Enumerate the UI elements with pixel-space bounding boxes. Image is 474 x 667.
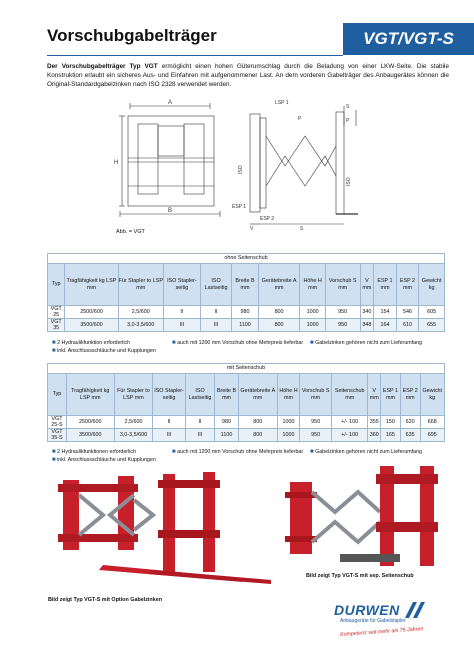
table-cell: 635: [400, 429, 420, 442]
table-cell: 950: [300, 416, 332, 429]
dim-h-label: H: [114, 160, 119, 166]
col-header: V mm: [368, 374, 381, 416]
col-header: ESP 2 mm: [396, 264, 419, 306]
table-cell: 800: [258, 306, 300, 319]
dim-lsp1-label: LSP 1: [275, 100, 289, 106]
table-cell: 2500/600: [66, 416, 114, 429]
table-cell: 800: [238, 416, 277, 429]
intro-text: ermöglicht einen hohen Güterumschlag durch die Beladung von einer LKW-Seite. Die stabile Konstruktion erlaubt ein sicheres Aus- und Einfahren mit aufgenommener Last. An dem vorderen Gabelträger des Anbaugerätes können die Original-Standardgabelzinken nach ISO 2328 verwendet werden.: [47, 63, 450, 88]
table-cell: 980: [215, 416, 238, 429]
table-cell: 950: [300, 429, 332, 442]
technical-drawing: [110, 96, 360, 231]
note: auch mit 1200 mm Vorschub ohne Mehrpreis lieferbar: [177, 449, 304, 455]
col-header: ISO Stapler-seitig: [153, 374, 185, 416]
front-view: [119, 103, 220, 217]
dim-iso-label: ISO: [238, 165, 244, 174]
table-caption: mit Seitenschub: [48, 364, 445, 374]
logo-slogan: Kompetenz seit mehr als 75 Jahren: [339, 626, 424, 638]
dim-iso-right-label: ISO: [346, 177, 352, 186]
table-cell: III: [200, 319, 232, 332]
table-cell: 1000: [300, 319, 325, 332]
note: Gabelzinken gehören nicht zum Lieferumfang: [315, 449, 422, 455]
table-cell: 546: [396, 306, 419, 319]
dim-esp1-label: ESP 1: [232, 204, 247, 210]
col-header: Seitenschub mm: [332, 374, 368, 416]
col-header: Breite B mm: [215, 374, 238, 416]
col-header: ISO Lastseitig: [185, 374, 215, 416]
note: 2 Hydraulikfunktionen erforderlich: [57, 449, 137, 455]
logo-name: DURWEN: [334, 602, 400, 618]
col-header: Tragfähigkeit kg LSP mm: [65, 264, 118, 306]
table-row: [48, 416, 445, 429]
table-cell: 1000: [277, 416, 299, 429]
table-cell: 1000: [277, 429, 299, 442]
col-header: Höhe H mm: [277, 374, 299, 416]
note: Gabelzinken gehören nicht zum Lieferumfang: [315, 340, 422, 346]
table-cell: 355: [368, 416, 381, 429]
table-cell: 154: [374, 306, 397, 319]
col-header: Gewicht kg: [420, 374, 444, 416]
table-cell: 1100: [232, 319, 258, 332]
table-cell: 348: [360, 319, 374, 332]
intro-paragraph: [47, 62, 449, 89]
dim-p-label: P: [298, 116, 302, 122]
table-cell: 3500/600: [65, 319, 118, 332]
table-cell: 3,0-3,5/600: [114, 429, 153, 442]
col-header: Gewicht kg: [419, 264, 445, 306]
dim-s-top-label: S: [346, 104, 350, 110]
photo-caption-2: Bild zeigt Typ VGT-S mit sep. Seitenschub: [306, 573, 414, 579]
col-header: ISO Lastseitig: [200, 264, 232, 306]
table-cell: 3,0-3,5/600: [118, 319, 164, 332]
table-row: [48, 429, 445, 442]
table-cell: 800: [258, 319, 300, 332]
col-header: Gerätebreite A mm: [258, 264, 300, 306]
dim-esp2-label: ESP 2: [260, 216, 275, 222]
table-cell: +/- 100: [332, 416, 368, 429]
table-cell: 800: [238, 429, 277, 442]
table-cell: III: [185, 429, 215, 442]
logo-mark-icon: [403, 602, 427, 618]
table-cell: 950: [325, 319, 360, 332]
dim-a-label: A: [168, 100, 173, 106]
logo-subtitle: Anbaugeräte für Gabelstapler: [340, 618, 406, 624]
col-header: Vorschub S mm: [300, 374, 332, 416]
table-cell: 1000: [300, 306, 325, 319]
table-cell: 980: [232, 306, 258, 319]
table-cell: II: [153, 416, 185, 429]
dim-v-label: V: [250, 226, 254, 231]
product-photo-vgt-s-forks: [43, 470, 273, 595]
durwen-logo: [334, 602, 454, 638]
table-cell: 655: [419, 319, 445, 332]
table-row: [48, 319, 445, 332]
table-cell: 668: [420, 416, 444, 429]
table2-notes: ■ 2 Hydraulikfunktionen erforderlich ■ inkl. Anschlussschläuche und Kupplungen: [52, 449, 156, 463]
side-view: [250, 106, 358, 224]
col-header: ESP 1 mm: [374, 264, 397, 306]
col-header: ISO Stapler-seitig: [164, 264, 201, 306]
note: 2 Hydraulikfunktion erforderlich: [57, 340, 131, 346]
table2-notes-right: ■ Gabelzinken gehören nicht zum Lieferumfang: [310, 449, 422, 455]
col-header: Gerätebreite A mm: [238, 374, 277, 416]
dim-b-label: B: [168, 208, 173, 214]
table-cell: 164: [374, 319, 397, 332]
note: inkl. Anschlussschläuche und Kupplungen: [57, 348, 156, 354]
title-underline: [47, 55, 343, 56]
col-header: Für Stapler to LSP mm: [114, 374, 153, 416]
table-cell: 950: [325, 306, 360, 319]
col-header: Typ: [48, 374, 67, 416]
table-cell: 2,5/600: [114, 416, 153, 429]
page-title: Vorschubgabelträger: [47, 26, 217, 45]
table-cell: II: [164, 306, 201, 319]
table1-notes-right: ■ Gabelzinken gehören nicht zum Lieferumfang: [310, 340, 422, 346]
spec-table-with-sideshift: [47, 363, 445, 442]
table-cell: +/- 100: [332, 429, 368, 442]
table-cell: 340: [360, 306, 374, 319]
table-cell: VGT 35: [48, 319, 65, 332]
table-cell: VGT 35-S: [48, 429, 67, 442]
dim-p2-label: P: [346, 118, 350, 124]
table1-notes: ■ 2 Hydraulikfunktion erforderlich ■ inkl. Anschlussschläuche und Kupplungen: [52, 340, 156, 354]
table-row: [48, 306, 445, 319]
table-cell: 150: [381, 416, 401, 429]
table-cell: 605: [419, 306, 445, 319]
table-cell: II: [200, 306, 232, 319]
table-cell: 165: [381, 429, 401, 442]
table-cell: III: [153, 429, 185, 442]
col-header: Vorschub S mm: [325, 264, 360, 306]
table-cell: 1100: [215, 429, 238, 442]
table-cell: 620: [400, 416, 420, 429]
table-cell: 360: [368, 429, 381, 442]
photo-caption-1: Bild zeigt Typ VGT-S mit Option Gabelzinken: [48, 597, 163, 603]
col-header: Höhe H mm: [300, 264, 325, 306]
col-header: Breite B mm: [232, 264, 258, 306]
col-header: V mm: [360, 264, 374, 306]
col-header: Tragfähigkeit kg LSP mm: [66, 374, 114, 416]
intro-lead: Der Vorschubgabelträger Typ VGT: [47, 63, 158, 70]
col-header: Typ: [48, 264, 65, 306]
table-cell: III: [164, 319, 201, 332]
table-cell: 3500/600: [66, 429, 114, 442]
table-cell: 2,5/600: [118, 306, 164, 319]
table-cell: 695: [420, 429, 444, 442]
dim-s-label: S: [300, 226, 304, 231]
col-header: ESP 1 mm: [381, 374, 401, 416]
table-cell: 610: [396, 319, 419, 332]
table1-notes-mid: ■ auch mit 1200 mm Vorschub ohne Mehrpreis lieferbar: [172, 340, 304, 346]
table-caption: ohne Seitenschub: [48, 254, 445, 264]
table-cell: 2500/600: [65, 306, 118, 319]
note: inkl. Anschlussschläuche und Kupplungen: [57, 457, 156, 463]
model-badge: VGT/VGT-S: [343, 23, 474, 55]
table2-notes-mid: ■ auch mit 1200 mm Vorschub ohne Mehrpreis lieferbar: [172, 449, 304, 455]
col-header: ESP 2 mm: [400, 374, 420, 416]
note: auch mit 1200 mm Vorschub ohne Mehrpreis lieferbar: [177, 340, 304, 346]
table-cell: VGT 25-S: [48, 416, 67, 429]
spec-table-without-sideshift: [47, 253, 445, 332]
col-header: Für Stapler to LSP mm: [118, 264, 164, 306]
table-cell: VGT 25: [48, 306, 65, 319]
product-photo-vgt-s-sideshift: [280, 462, 440, 572]
drawing-caption: Abb. = VGT: [116, 229, 145, 235]
table-cell: II: [185, 416, 215, 429]
